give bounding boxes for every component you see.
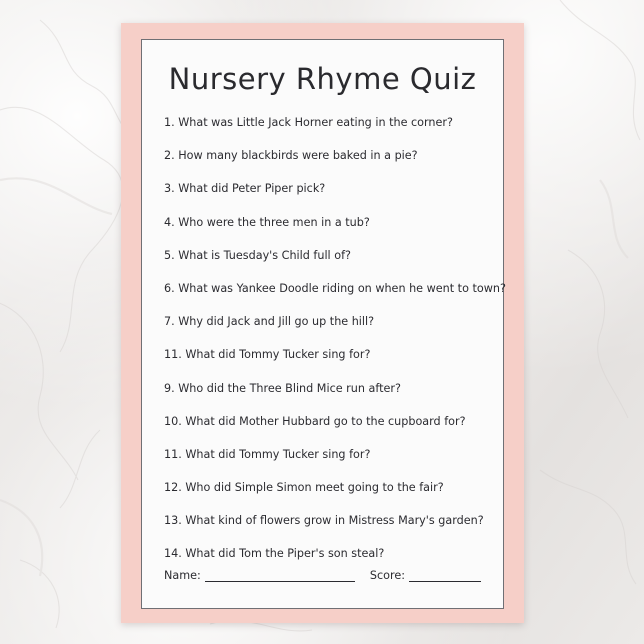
list-item: 6. What was Yankee Doodle riding on when he went to town? bbox=[164, 281, 506, 295]
name-field[interactable] bbox=[164, 569, 355, 582]
name-label: Name: bbox=[164, 569, 201, 582]
list-item: 11. What did Tommy Tucker sing for? bbox=[164, 348, 371, 362]
list-item: 2. How many blackbirds were baked in a pie? bbox=[164, 149, 418, 163]
question-list bbox=[164, 116, 506, 561]
list-item: 4. Who were the three men in a tub? bbox=[164, 215, 370, 229]
list-item: 14. What did Tom the Piper's son steal? bbox=[164, 547, 385, 561]
flyer-card bbox=[121, 23, 524, 623]
score-label: Score: bbox=[369, 569, 405, 582]
list-item: 7. Why did Jack and Jill go up the hill? bbox=[164, 315, 375, 329]
list-item: 3. What did Peter Piper pick? bbox=[164, 182, 326, 196]
score-field[interactable] bbox=[370, 569, 481, 582]
list-item: 13. What kind of flowers grow in Mistress Mary's garden? bbox=[164, 514, 484, 528]
quiz-sheet bbox=[141, 39, 504, 609]
list-item: 11. What did Tommy Tucker sing for? bbox=[164, 447, 371, 461]
name-write-line[interactable] bbox=[205, 570, 355, 582]
list-item: 1. What was Little Jack Horner eating in the corner? bbox=[164, 116, 453, 129]
page-title: Nursery Rhyme Quiz bbox=[168, 62, 477, 96]
list-item: 5. What is Tuesday's Child full of? bbox=[164, 248, 351, 262]
list-item: 9. Who did the Three Blind Mice run after? bbox=[164, 381, 401, 395]
footer-fields bbox=[164, 569, 481, 582]
list-item: 10. What did Mother Hubbard go to the cupboard for? bbox=[164, 414, 466, 428]
list-item: 12. Who did Simple Simon meet going to the fair? bbox=[164, 481, 444, 495]
score-write-line[interactable] bbox=[409, 570, 481, 582]
